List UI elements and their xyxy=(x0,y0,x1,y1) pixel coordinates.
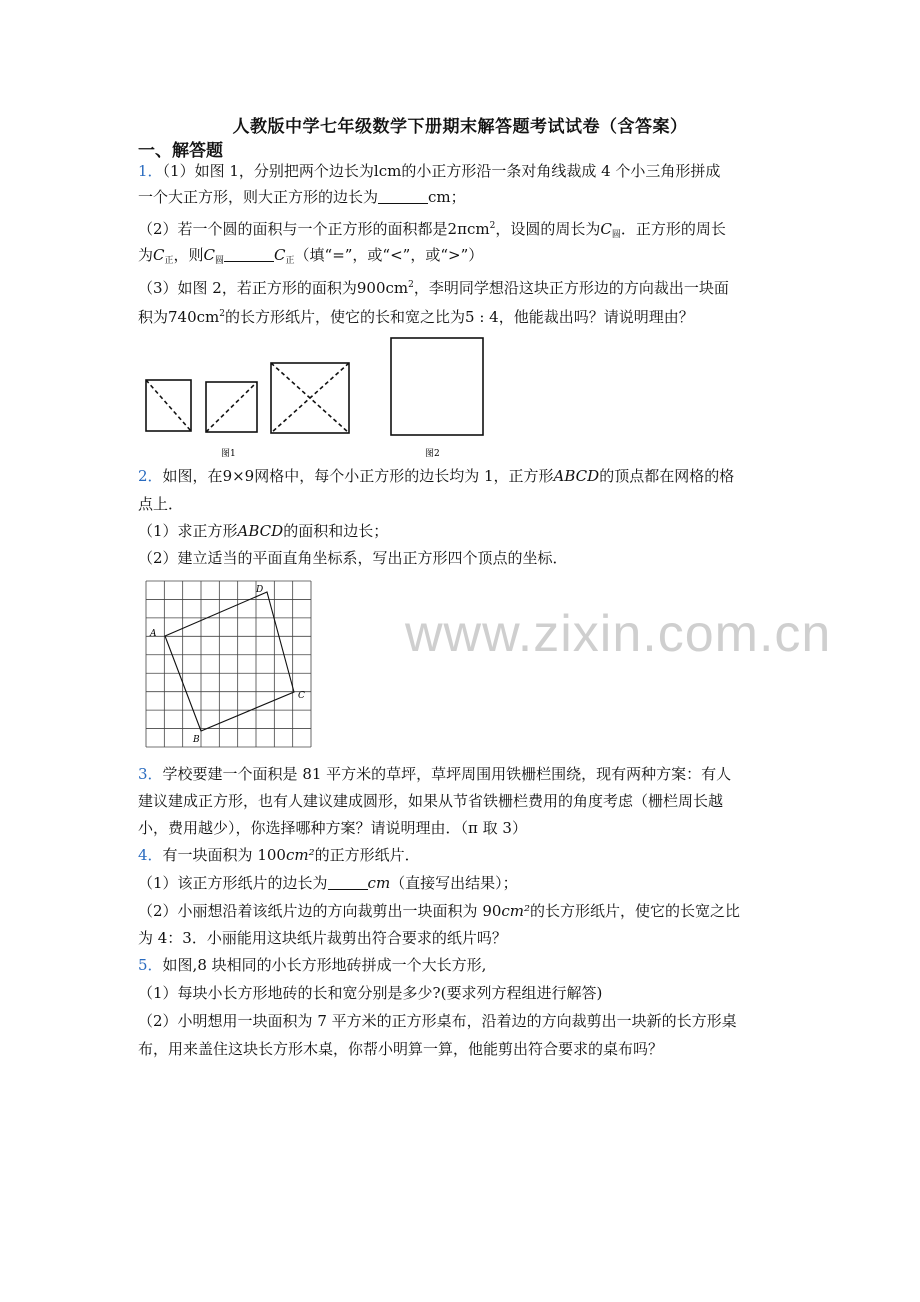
q1-figures xyxy=(140,334,500,462)
q1-line-4: 为$C_正$，则$C_圆$ $C_正$（填“=”，或“<”，或“>”） xyxy=(138,246,484,266)
q4-number: 4． xyxy=(138,846,163,864)
q4-line-1: 4．有一块面积为 100cm²的正方形纸片． xyxy=(138,846,420,864)
q5-line-2: （1）每块小长方形地砖的长和宽分别是多少?(要求列方程组进行解答) xyxy=(138,984,603,1002)
q3-number: 3． xyxy=(138,765,163,783)
watermark: www.zixin.com.cn xyxy=(405,605,832,663)
q5-line-1: 5．如图,8 块相同的小长方形地砖拼成一个大长方形, xyxy=(138,956,487,974)
vertex-c-label: C xyxy=(298,691,305,701)
fig1-label: 图1 xyxy=(221,449,236,459)
q3-line-1: 3．学校要建一个面积是 81 平方米的草坪，草坪周围用铁栅栏围绕，现有两种方案：有人 xyxy=(138,765,732,783)
q2-number: 2． xyxy=(138,467,163,485)
q4-line-2: （1）该正方形纸片的边长为 cm（直接写出结果）； xyxy=(138,874,518,892)
answer-blank xyxy=(328,875,368,890)
diagonal-2 xyxy=(206,382,257,432)
q1-line-6: 积为$740cm^2$的长方形纸片，使它的长和宽之比为5 : 4，他能裁出吗？请说明理由？ xyxy=(138,308,694,326)
q3-line-2: 建议建成正方形，也有人建议建成圆形，如果从节省铁栅栏费用的角度考虑（栅栏周长越 xyxy=(138,792,724,810)
vertex-a-label: A xyxy=(150,629,157,639)
vertex-b-label: B xyxy=(193,735,200,745)
vertex-d-label: D xyxy=(256,585,264,595)
q2-line-4: （2）建立适当的平面直角坐标系，写出正方形四个顶点的坐标． xyxy=(138,549,568,567)
q1-line-2: 一个大正方形，则大正方形的边长为 cm； xyxy=(138,188,466,206)
page-title: 人教版中学七年级数学下册期末解答题考试试卷（含答案） xyxy=(232,117,688,137)
figure-2-square xyxy=(391,338,483,435)
q5-line-3: （2）小明想用一块面积为 7 平方米的正方形桌布，沿着边的方向裁剪出一块新的长方形桌 xyxy=(138,1012,737,1030)
q2-line-3: （1）求正方形ABCD的面积和边长； xyxy=(138,522,389,540)
q4-line-3: （2）小丽想沿着该纸片边的方向裁剪出一块面积为 90cm²的长方形纸片，使它的长宽之比 xyxy=(138,902,741,920)
diagonal-1 xyxy=(146,380,191,431)
q5-line-4: 布，用来盖住这块长方形木桌，你帮小明算一算，他能剪出符合要求的桌布吗？ xyxy=(138,1040,664,1058)
q1-line-3: （2）若一个圆的面积与一个正方形的面积都是2πcm$^2$，设圆的周长为$C_圆$．正方形的周长 xyxy=(138,220,726,240)
q5-number: 5． xyxy=(138,956,163,974)
q2-line-2: 点上． xyxy=(138,495,184,513)
answer-blank xyxy=(224,247,274,262)
q4-line-4: 为 4：3．小丽能用这块纸片裁剪出符合要求的纸片吗？ xyxy=(138,929,507,947)
q1-number: 1． xyxy=(138,162,163,180)
q2-line-1: 2．如图，在9×9网格中，每个小正方形的边长均为 1，正方形ABCD的顶点都在网格的格 xyxy=(138,467,735,485)
fig2-label: 图2 xyxy=(425,449,440,459)
q1-line-5: （3）如图 2，若正方形的面积为$900cm^2$，李明同学想沿这块正方形边的方向裁出一块面 xyxy=(138,279,729,297)
section-heading: 一、解答题 xyxy=(138,141,223,161)
answer-blank xyxy=(378,189,428,204)
grid-figure xyxy=(140,578,320,754)
q3-line-3: 小，费用越少），你选择哪种方案？请说明理由．（π 取 3） xyxy=(138,819,527,837)
q1-line-1: 1．（1）如图 1，分别把两个边长为lcm的小正方形沿一条对角线裁成 4 个小三角形拼成 xyxy=(138,162,721,180)
